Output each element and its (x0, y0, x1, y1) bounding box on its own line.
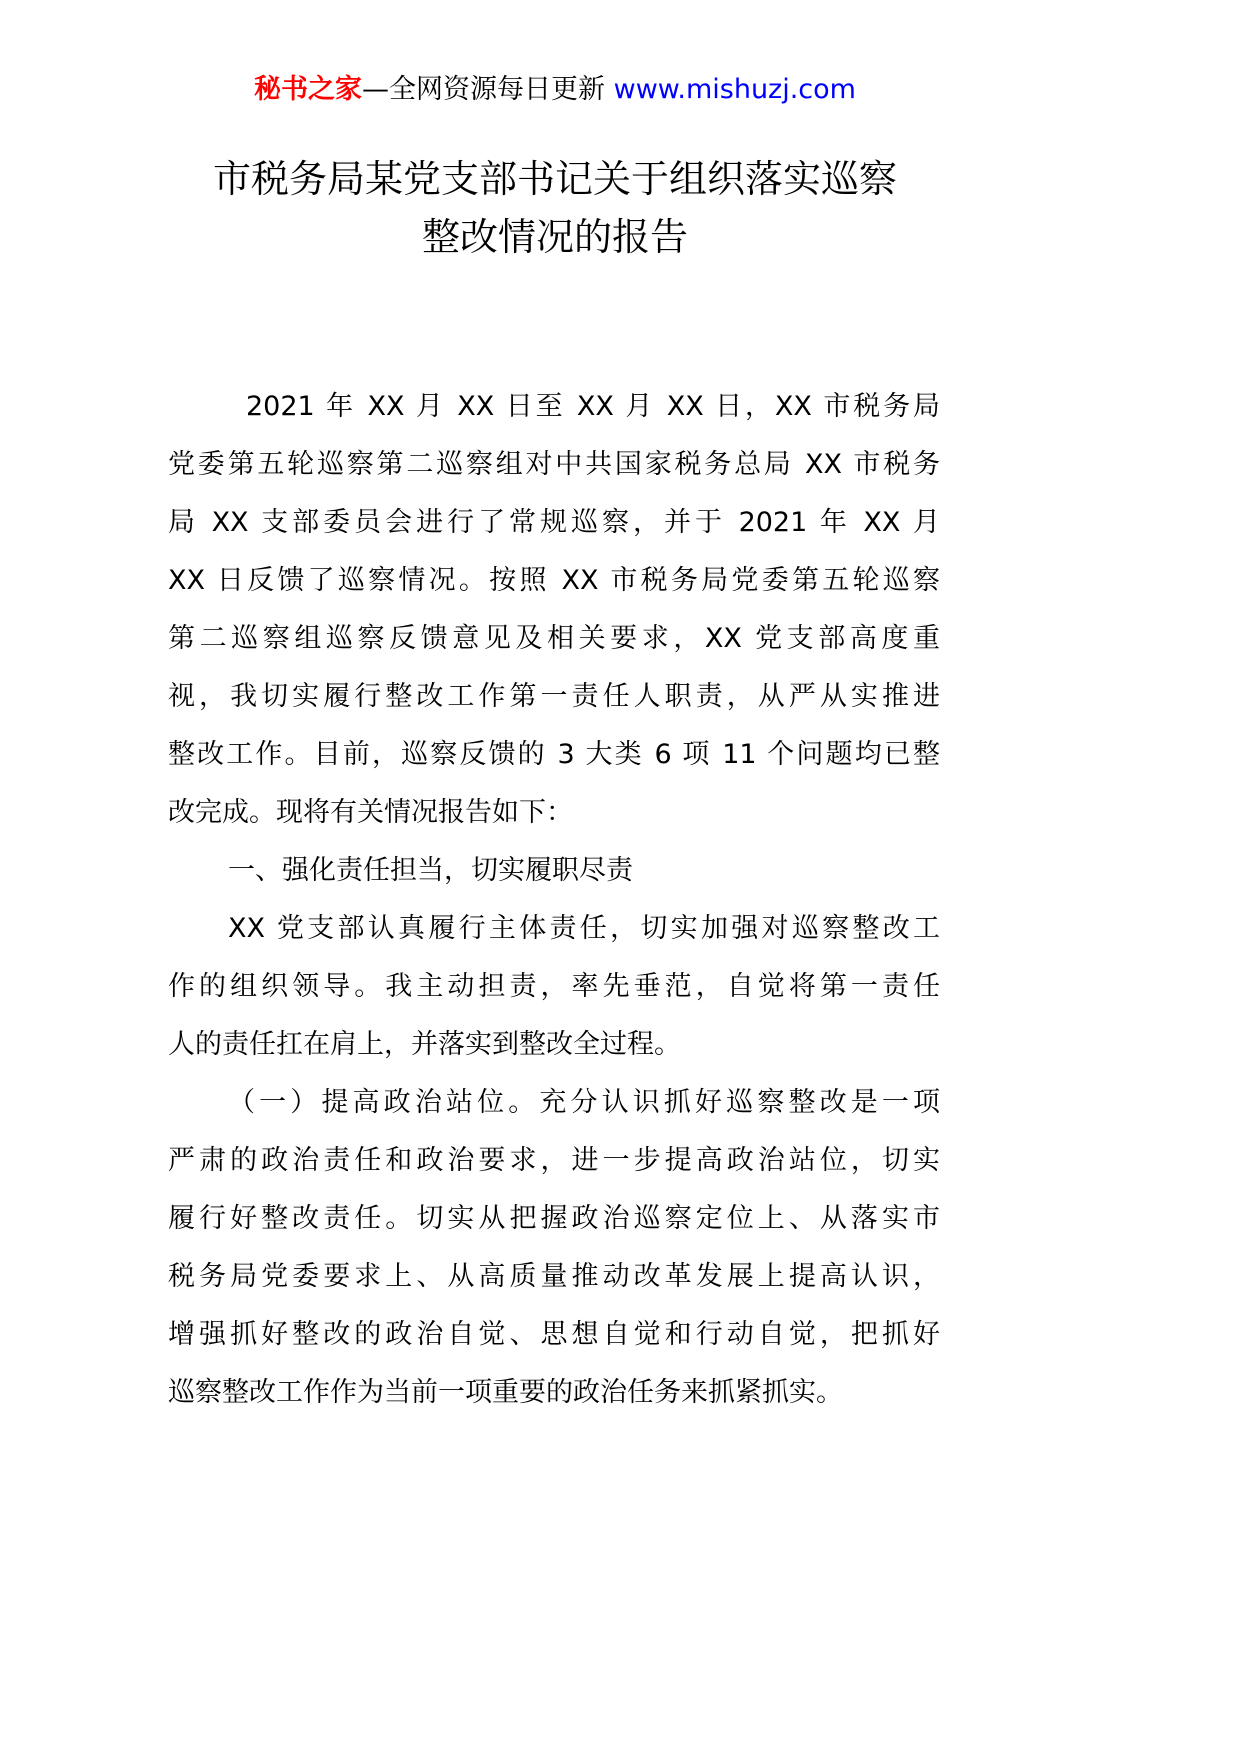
text-line: 作的组织领导。我主动担责，率先垂范，自觉将第一责任 (168, 971, 940, 1002)
text-line: 一、强化责任担当，切实履职尽责 (228, 855, 633, 886)
text-line: 巡察整改工作作为当前一项重要的政治任务来抓紧抓实。 (168, 1377, 843, 1408)
text-line: 严肃的政治责任和政治要求，进一步提高政治站位，切实 (168, 1145, 940, 1176)
text-line: 第二巡察组巡察反馈意见及相关要求，XX 党支部高度重 (168, 623, 940, 654)
text-line: 2021 年 XX 月 XX 日至 XX 月 XX 日，XX 市税务局 (246, 391, 940, 422)
text-line: 局 XX 支部委员会进行了常规巡察，并于 2021 年 XX 月 (168, 507, 940, 538)
text-line: 人的责任扛在肩上，并落实到整改全过程。 (168, 1029, 681, 1060)
brand-name: 秘书之家 (254, 74, 363, 105)
text-line: 增强抓好整改的政治自觉、思想自觉和行动自觉，把抓好 (168, 1319, 940, 1350)
site-header (0, 70, 1110, 110)
header-slogan: —全网资源每日更新 (362, 74, 614, 105)
text-line: 改完成。现将有关情况报告如下： (168, 797, 573, 828)
document-title (0, 150, 1110, 266)
text-line: 视，我切实履行整改工作第一责任人职责，从严从实推进 (168, 681, 940, 712)
title-line-1: 市税务局某党支部书记关于组织落实巡察 (212, 157, 897, 201)
text-line: 税务局党委要求上、从高质量推动改革发展上提高认识， (168, 1261, 940, 1292)
text-line: 党委第五轮巡察第二巡察组对中共国家税务总局 XX 市税务 (168, 449, 940, 480)
subsection-paragraph (168, 1074, 940, 1422)
section-heading (168, 842, 940, 900)
document-body (168, 378, 940, 1422)
section-paragraph (168, 900, 940, 1074)
intro-paragraph (168, 378, 940, 842)
text-line: XX 日反馈了巡察情况。按照 XX 市税务局党委第五轮巡察 (168, 565, 940, 596)
text-line: 履行好整改责任。切实从把握政治巡察定位上、从落实市 (168, 1203, 940, 1234)
site-url-link[interactable]: www.mishuzj.com (613, 74, 856, 105)
title-line-2: 整改情况的报告 (421, 215, 688, 259)
text-line: 整改工作。目前，巡察反馈的 3 大类 6 项 11 个问题均已整 (168, 739, 940, 770)
text-line: （一）提高政治站位。充分认识抓好巡察整改是一项 (228, 1087, 940, 1118)
text-line: XX 党支部认真履行主体责任，切实加强对巡察整改工 (228, 913, 940, 944)
